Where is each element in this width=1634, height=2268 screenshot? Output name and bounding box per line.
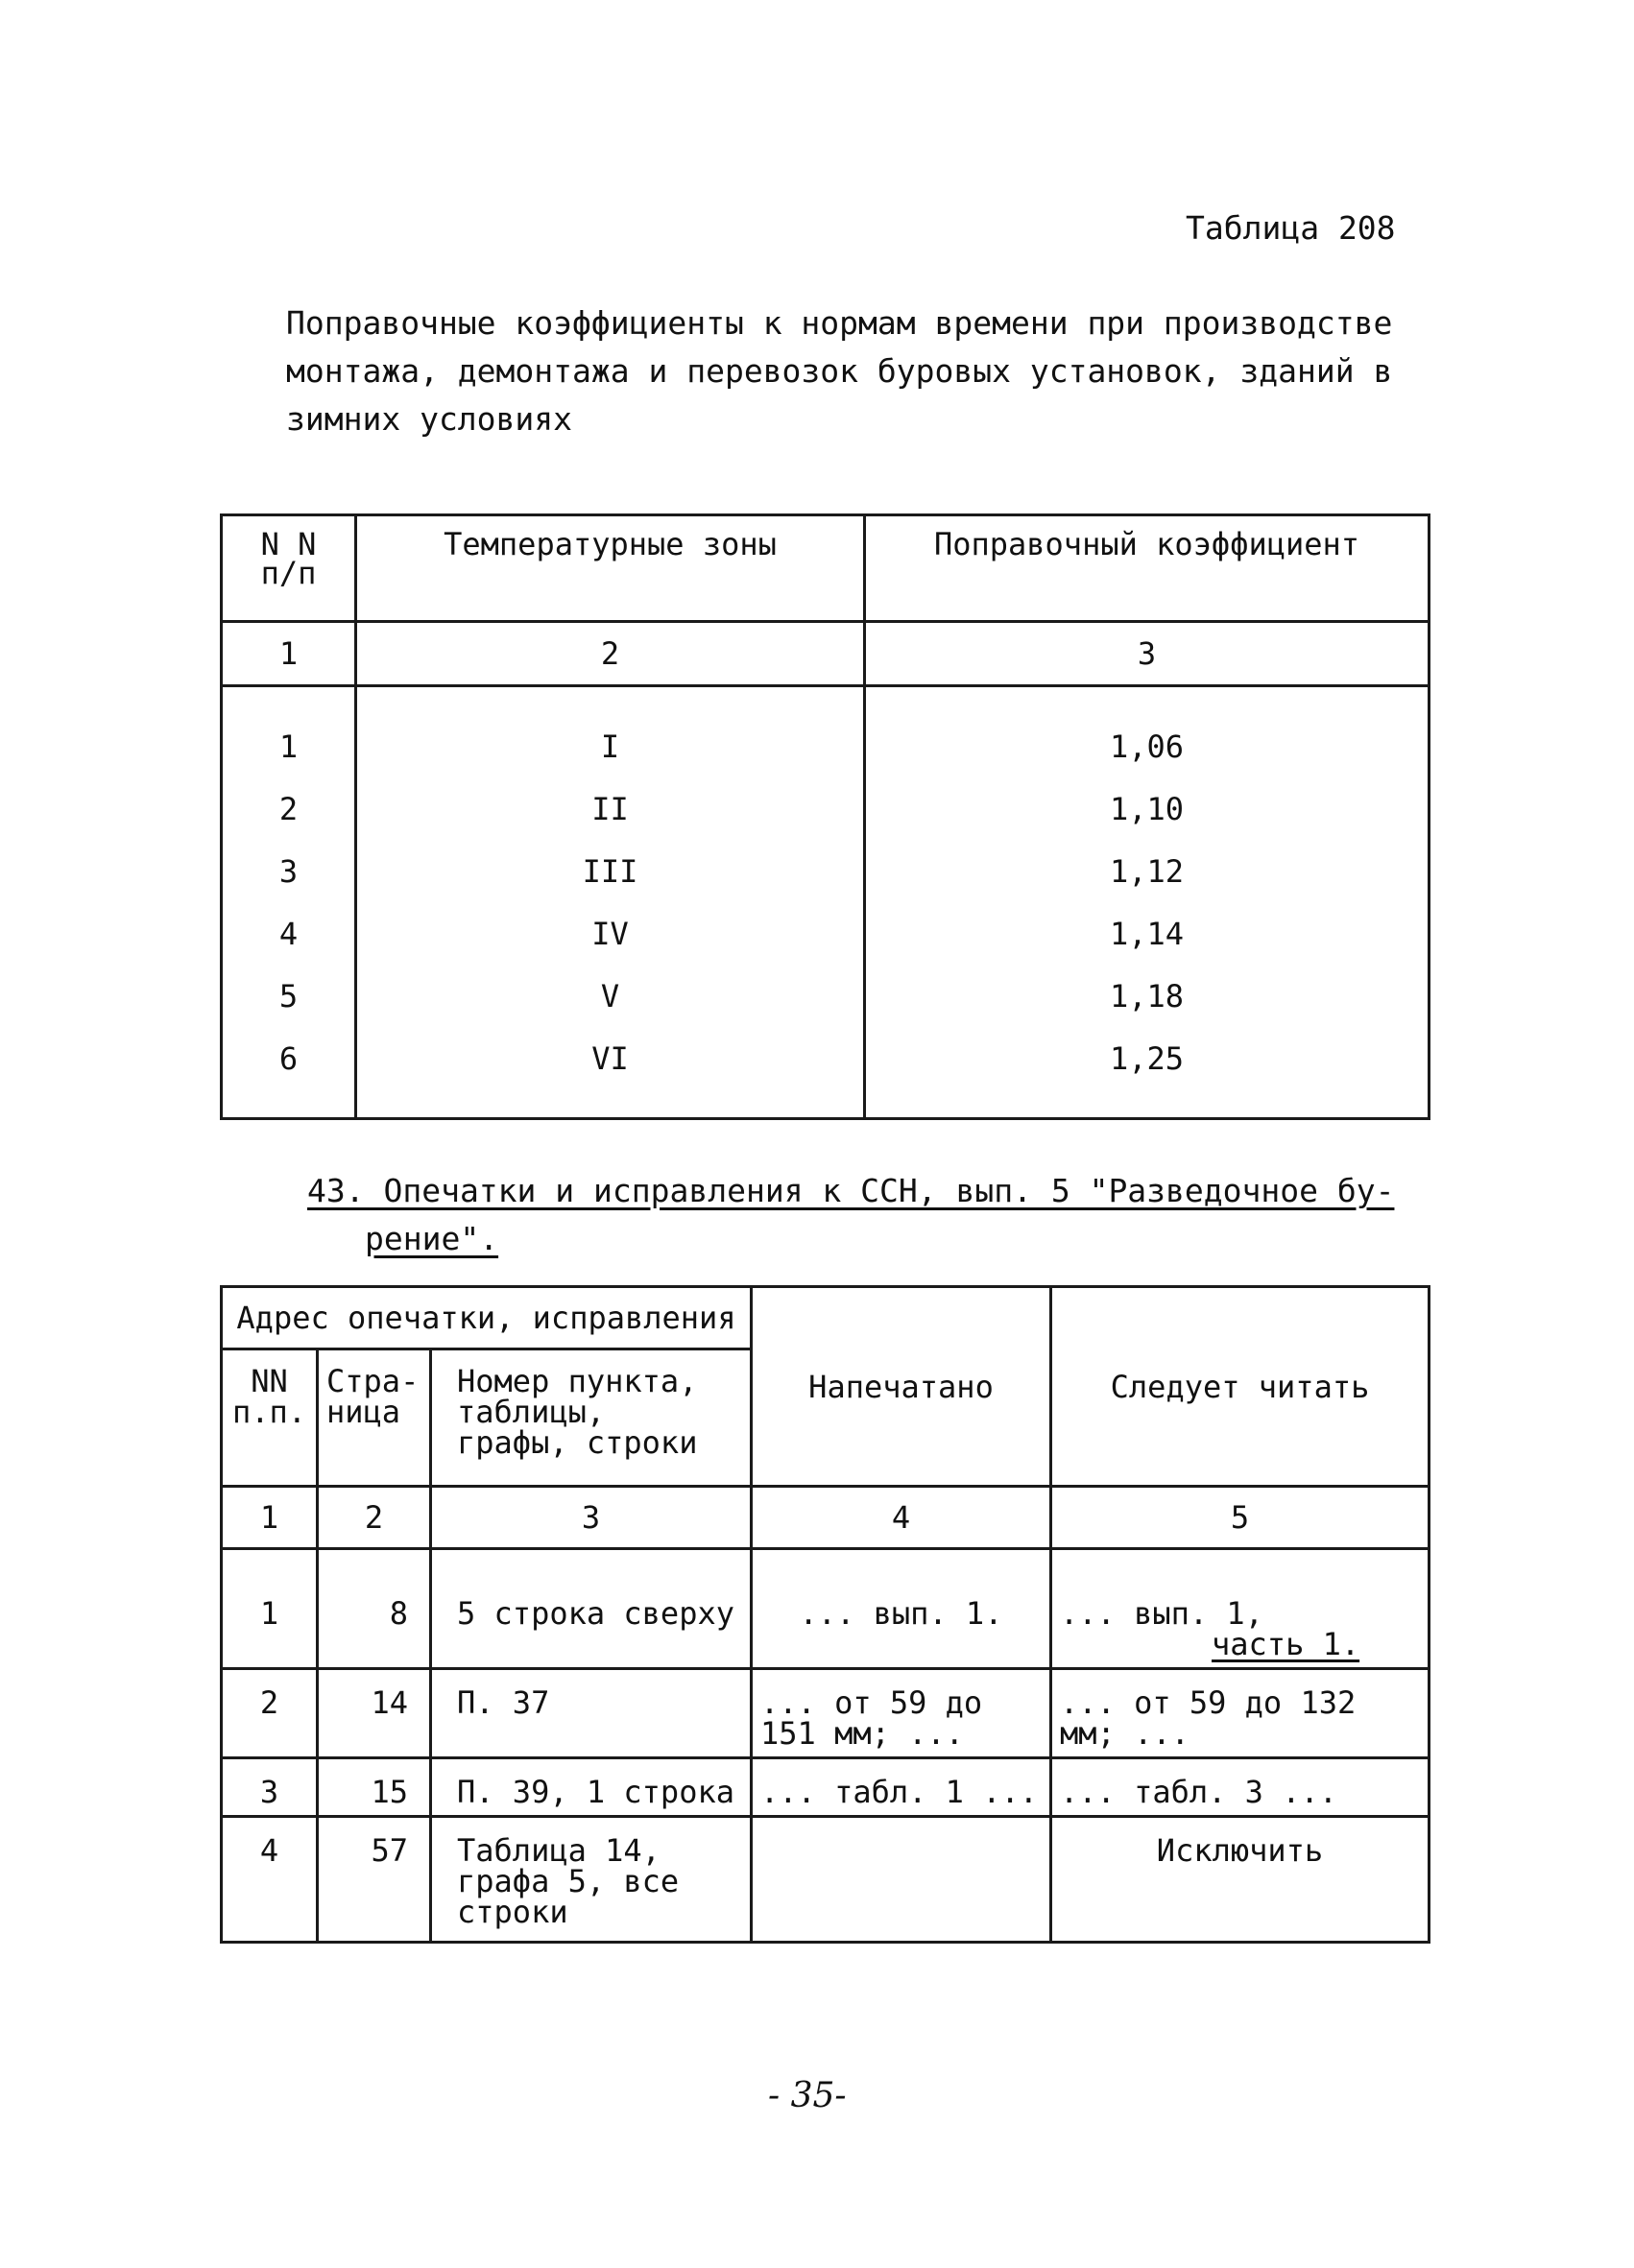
table-cell xyxy=(752,1817,1051,1943)
table-cell: 5 строка сверху xyxy=(431,1549,752,1669)
table-cell: 15 xyxy=(318,1758,431,1817)
table-cell: I xyxy=(600,728,620,765)
table-cell: 5 xyxy=(278,978,299,1015)
group-header-cell: Адрес опечатки, исправления xyxy=(222,1287,752,1349)
column-number: 5 xyxy=(1051,1487,1430,1549)
correction-coefficients-table xyxy=(220,513,1430,1120)
table-row xyxy=(222,1817,1430,1943)
table-cell: 1,10 xyxy=(1109,791,1185,827)
table-row xyxy=(222,1549,1430,1669)
cell-line: ... от 59 до 132 xyxy=(1060,1684,1357,1721)
header-cell: Температурные зоны xyxy=(356,515,865,622)
table-cell: 3 xyxy=(222,1758,318,1817)
errata-table xyxy=(220,1285,1430,1944)
table-cell: 8 xyxy=(318,1549,431,1669)
table-cell xyxy=(1051,1758,1430,1817)
number-column xyxy=(222,686,356,1119)
section-title-line: рение". xyxy=(365,1220,499,1257)
table-row xyxy=(222,1669,1430,1758)
cell-line: ... табл. 3 ... xyxy=(1060,1774,1337,1810)
table-row xyxy=(222,1758,1430,1817)
header-cell: NN п.п. xyxy=(222,1349,318,1487)
table-cell: 1 xyxy=(278,728,299,765)
table-cell: II xyxy=(591,791,629,827)
column-number: 2 xyxy=(356,622,865,686)
section-title xyxy=(307,1167,1421,1263)
table-cell: VI xyxy=(591,1040,629,1077)
column-number: 2 xyxy=(318,1487,431,1549)
table-header-row xyxy=(222,515,1430,622)
table-cell: III xyxy=(582,853,638,890)
page-number: - 35- xyxy=(768,2076,847,2115)
header-cell: N N п/п xyxy=(222,515,356,622)
table-cell xyxy=(1051,1549,1430,1669)
column-number: 4 xyxy=(752,1487,1051,1549)
header-cell: Поправочный коэффициент xyxy=(865,515,1430,622)
table-cell: ... вып. 1. xyxy=(752,1549,1051,1669)
table-cell: 4 xyxy=(222,1817,318,1943)
section-title-line: 43. Опечатки и исправления к ССН, вып. 5 "Разведочное бу- xyxy=(307,1172,1395,1209)
table-cell: 1,14 xyxy=(1109,916,1185,952)
column-number: 3 xyxy=(865,622,1430,686)
group-header-row xyxy=(222,1287,1430,1349)
table-body xyxy=(222,686,1430,1119)
table-cell: ... табл. 1 ... xyxy=(752,1758,1051,1817)
header-cell: Напечатано xyxy=(752,1287,1051,1487)
header-cell: Номер пункта, таблицы, графы, строки xyxy=(431,1349,752,1487)
table-cell: 2 xyxy=(222,1669,318,1758)
table-cell: 3 xyxy=(278,853,299,890)
zone-column xyxy=(356,686,865,1119)
table-cell: П. 39, 1 строка xyxy=(431,1758,752,1817)
table-cell: 6 xyxy=(278,1040,299,1077)
header-cell: Следует читать xyxy=(1051,1287,1430,1487)
table-cell: 1,12 xyxy=(1109,853,1185,890)
header-cell: Стра- ница xyxy=(318,1349,431,1487)
table-heading: Поправочные коэффициенты к нормам времени при производстве монтажа, демонтажа и перевозок буровых установок, зданий в зимних условиях xyxy=(286,304,1393,438)
cell-line: ... вып. 1, xyxy=(1060,1595,1263,1632)
table-cell: 1,06 xyxy=(1109,728,1185,765)
coefficient-column xyxy=(865,686,1430,1119)
table-cell: V xyxy=(600,978,620,1015)
table-cell: IV xyxy=(591,916,629,952)
table-cell: ... от 59 до 151 мм; ... xyxy=(752,1669,1051,1758)
table-cell: П. 37 xyxy=(431,1669,752,1758)
table-caption: Таблица 208 xyxy=(1186,209,1396,247)
table-cell: 57 xyxy=(318,1817,431,1943)
column-number-row xyxy=(222,1487,1430,1549)
table-cell: Таблица 14, графа 5, все строки xyxy=(431,1817,752,1943)
cell-line: мм; ... xyxy=(1060,1715,1189,1752)
table-cell: 1,18 xyxy=(1109,978,1185,1015)
table-cell xyxy=(1051,1669,1430,1758)
column-number: 1 xyxy=(222,622,356,686)
column-number: 3 xyxy=(431,1487,752,1549)
column-number-row xyxy=(222,622,1430,686)
table-cell: 2 xyxy=(278,791,299,827)
table-cell: 1,25 xyxy=(1109,1040,1185,1077)
table-cell: 4 xyxy=(278,916,299,952)
column-number: 1 xyxy=(222,1487,318,1549)
cell-line: часть 1. xyxy=(1212,1626,1360,1662)
table-cell: 1 xyxy=(222,1549,318,1669)
table-cell: 14 xyxy=(318,1669,431,1758)
table-cell xyxy=(1051,1817,1430,1943)
cell-line: Исключить xyxy=(1156,1832,1324,1869)
